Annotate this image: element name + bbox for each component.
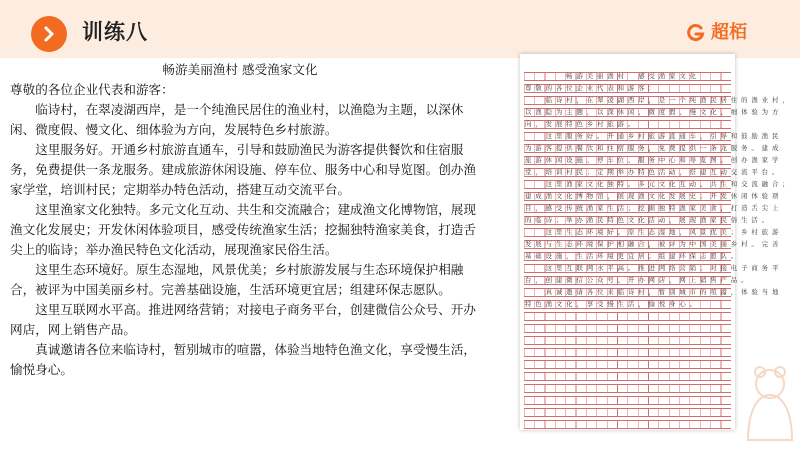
manuscript-line-text: 发展与生态环境保护相融合，被评为中国美丽乡村。完善 (525, 240, 783, 248)
decorative-bear-icon (738, 340, 798, 440)
manuscript-line-text: 真诚邀请各位来临诗村，暂别城市的喧嚣，体验当地 (525, 288, 783, 296)
manuscript-line (524, 120, 731, 129)
manuscript-line (524, 240, 783, 249)
letter-paragraph-2: 这里服务好。开通乡村旅游直通车，引导和鼓励渔民为游客提供餐饮和住宿服务，免费提供一条龙服务。建成旅游休闲设施、停车位、服务中心和导览图。创办渔家学堂，培训村民；定期举办特色活动，搭建互动交流平台。 (10, 142, 476, 197)
manuscript-line (524, 300, 731, 309)
manuscript-line-text: 旅游休闲设施、停车位、服务中心和导览图。创办渔家学 (525, 156, 783, 164)
header-bar (0, 0, 800, 58)
manuscript-line (524, 180, 793, 189)
manuscript-paper (520, 54, 793, 430)
manuscript-line (524, 144, 783, 153)
manuscript-line (524, 204, 783, 213)
manuscript-line (524, 420, 731, 429)
manuscript-line-text: 以渔隐为主题，以深休闲、微度假、慢文化、细体验为方 (525, 108, 783, 116)
manuscript-line-text: 为游客提供餐饮和住宿服务，免费提供一条龙服务。建成 (525, 144, 783, 152)
manuscript-line (524, 312, 731, 321)
manuscript-line-text: 台，创建微信公众号、开办网店，网上销售产品。 (525, 276, 752, 284)
manuscript-grid (524, 72, 793, 432)
letter-title: 畅游美丽渔村 感受渔家文化 (162, 62, 318, 77)
manuscript-line-text: 基础设施，生活环境更宜居；组建环保志愿队。 (525, 252, 742, 260)
brand-name: 超栢 (711, 22, 747, 43)
manuscript-line (524, 288, 783, 297)
manuscript-line-text: 临诗村，在翠凌湖西岸，是一个纯渔民居住的渔业村， (525, 96, 793, 104)
manuscript-line (524, 72, 731, 81)
manuscript-line (524, 108, 783, 117)
manuscript-line (524, 156, 783, 165)
brand-logo (686, 20, 747, 46)
manuscript-line (524, 336, 731, 345)
page-title: 训练八 (82, 20, 148, 44)
manuscript-line (524, 396, 731, 405)
letter-paragraph-4: 这里生态环境好。原生态湿地，风景优美；乡村旅游发展与生态环境保护相融合，被评为中国美丽乡村。完善基础设施，生活环境更宜居；组建环保志愿队。 (10, 262, 464, 297)
manuscript-line (524, 264, 783, 273)
manuscript-line-text: 这里服务好。开通乡村旅游直通车，引导和鼓励渔民 (525, 132, 783, 140)
manuscript-line (524, 324, 731, 333)
manuscript-line-text: 这里生态环境好。原生态湿地，风景优美；乡村旅游 (525, 228, 783, 236)
arrow-right-icon (31, 16, 67, 52)
manuscript-line (524, 96, 793, 105)
manuscript-line (524, 168, 783, 177)
letter-paragraph-5: 这里互联网水平高。推进网络营销；对接电子商务平台，创建微信公众号、开办网店，网上销售产品。 (10, 302, 476, 337)
manuscript-line-text: 尊敬的各位企业代表和游客： (525, 84, 659, 92)
manuscript-line (524, 408, 731, 417)
manuscript-line-text: 向，发展特色乡村旅游。 (525, 120, 639, 128)
letter-body (10, 60, 480, 380)
manuscript-line (524, 132, 783, 141)
manuscript-line-text: 这里互联网水平高。推进网络营销；对接电子商务平 (525, 264, 783, 272)
manuscript-line (524, 228, 783, 237)
letter-paragraph-1: 临诗村，在翠凌湖西岸，是一个纯渔民居住的渔业村，以渔隐为主题，以深休闲、微度假、慢文化、细体验为方向，发展特色乡村旅游。 (10, 102, 464, 137)
manuscript-line-text: 的临诗；举办渔民特色文化活动，展现渔家民俗生活。 (525, 216, 772, 224)
manuscript-line (524, 384, 731, 393)
manuscript-line-text: 建成渔文化博物馆，展现渔文化发展史；开发休闲体验项 (525, 192, 783, 200)
manuscript-line-text: 特色渔文化，享受慢生活，愉悦身心。 (525, 300, 700, 308)
letter-greeting: 尊敬的各位企业代表和游客： (10, 82, 174, 97)
manuscript-line (524, 84, 731, 93)
manuscript-line-text: 目，感受传统渔家生活；挖掘独特渔家美食，打造舌尖上 (525, 204, 783, 212)
manuscript-line (524, 252, 742, 261)
manuscript-line (524, 276, 752, 285)
manuscript-line (524, 372, 731, 381)
manuscript-line (524, 348, 731, 357)
manuscript-line-text: 畅游美丽渔村 感受渔家文化 (525, 72, 700, 80)
letter-paragraph-3: 这里渔家文化独特。多元文化互动、共生和交流融合；建成渔文化博物馆，展现渔文化发展史；开发休闲体验项目，感受传统渔家生活；挖掘独特渔家美食，打造舌尖上的临诗；举办渔民特色文化活动，展现渔家民俗生活。 (10, 202, 476, 257)
manuscript-line (524, 192, 783, 201)
manuscript-line-text: 堂，培训村民；定期举办特色活动，搭建互动交流平台。 (525, 168, 783, 176)
manuscript-line-text: 这里渔家文化独特。多元文化互动、共生和交流融合； (525, 180, 793, 188)
letter-paragraph-6: 真诚邀请各位来临诗村，暂别城市的喧嚣，体验当地特色渔文化，享受慢生活，愉悦身心。 (10, 342, 476, 377)
brand-g-icon (686, 23, 706, 43)
manuscript-line (524, 360, 731, 369)
manuscript-line (524, 216, 772, 225)
